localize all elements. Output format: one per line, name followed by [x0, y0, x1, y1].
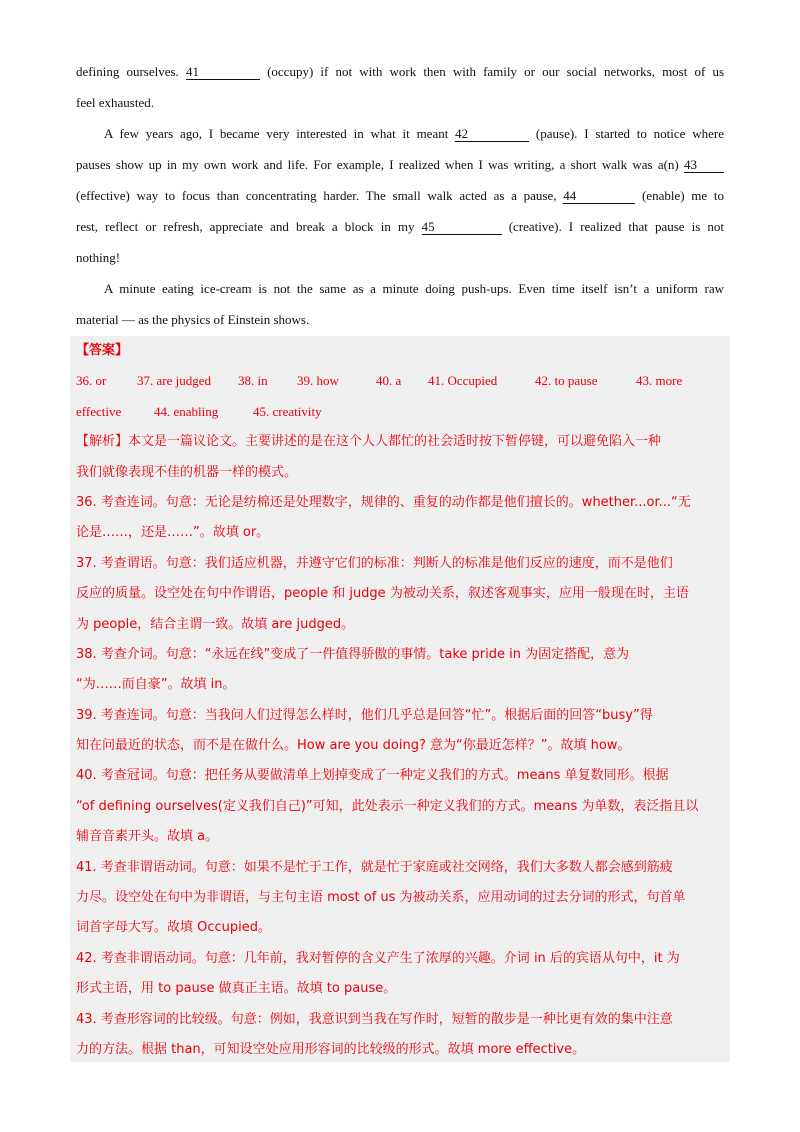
answer-item: 42. to pause: [535, 373, 598, 389]
answer-item: 41. Occupied: [428, 373, 498, 389]
analysis-line: 知在问最近的状态，而不是在做什么。How are you doing? 意为“你最近怎样？”。故填 how。: [76, 738, 631, 754]
answer-item: 43. more: [636, 373, 683, 389]
answer-item: 36. or: [76, 373, 107, 389]
analysis-line: “of defining ourselves(定义我们自己)”可知，此处表示一种定义我们的方式。means 为单数，表泛指且以: [76, 798, 699, 814]
analysis-line: 39. 考查连词。句意：当我问人们过得怎么样时，他们几乎总是回答“忙”。根据后面的回答“busy”得: [76, 707, 653, 723]
analysis-line: 力的方法。根据 than，可知设空处应用形容词的比较级的形式。故填 more effective。: [76, 1041, 586, 1057]
analysis-line: 词首字母大写。故填 Occupied。: [76, 920, 272, 936]
answer-section: [70, 336, 730, 1062]
answer-row: [70, 397, 730, 427]
answer-row: [70, 366, 730, 396]
answer-item: 40. a: [376, 373, 402, 389]
passage-line: feel exhausted.: [76, 95, 154, 110]
passage-line: material — as the physics of Einstein shows.: [76, 312, 310, 327]
passage-line: A minute eating ice-cream is not the same as a minute doing push-ups. Even time itself isn’t a uniform raw: [104, 281, 724, 296]
passage-line: defining ourselves. 41 (occupy) if not with work then with family or our social networks, most of us: [76, 64, 724, 79]
analysis-line: 42. 考查非谓语动词。句意：几年前，我对暂停的含义产生了浓厚的兴趣。介词 in 后的宾语从句中，it 为: [76, 950, 680, 966]
blank-43: 43: [684, 158, 724, 173]
blank-45: 45: [422, 220, 502, 235]
analysis-line: 【解析】本文是一篇议论文。主要讲述的是在这个人人都忙的社会适时按下暂停键，可以避免陷入一种: [76, 434, 662, 450]
analysis-line: 37. 考查谓语。句意：我们适应机器，并遵守它们的标准：判断人的标准是他们反应的速度，而不是他们: [76, 555, 673, 571]
blank-42: 42: [455, 127, 529, 142]
analysis-line: 力尽。设空处在句中为非谓语，与主句主语 most of us 为被动关系，应用动词的过去分词的形式，句首单: [76, 890, 686, 906]
analysis-line: 论是……，还是……”。故填 or。: [76, 525, 270, 541]
analysis-line: 36. 考查连词。句意：无论是纺棉还是处理数字，规律的、重复的动作都是他们擅长的。whether...or...“无: [76, 494, 691, 510]
answer-item: 37. are judged: [137, 373, 212, 389]
blank-41: 41: [186, 65, 260, 80]
answer-item: 38. in: [238, 373, 268, 389]
answer-item: effective: [76, 403, 122, 419]
analysis-line: 40. 考查冠词。句意：把任务从要做清单上划掉变成了一种定义我们的方式。means 单复数同形。根据: [76, 768, 669, 784]
analysis-line: 反应的质量。设空处在句中作谓语，people 和 judge 为被动关系，叙述客观事实，应用一般现在时，主语: [76, 586, 689, 602]
passage-line: (effective) way to focus than concentrating harder. The small walk acted as a pause, 44 (enable) me to: [76, 188, 725, 203]
analysis-line: 辅音音素开头。故填 a。: [76, 829, 219, 845]
analysis-line: 41. 考查非谓语动词。句意：如果不是忙于工作，就是忙于家庭或社交网络，我们大多数人都会感到筋疲: [76, 859, 673, 875]
analysis-line: 形式主语，用 to pause 做真正主语。故填 to pause。: [76, 981, 397, 997]
analysis-line: “为……而自豪”。故填 in。: [76, 677, 236, 693]
passage-line: A few years ago, I became very interested in what it meant 42 (pause). I started to notice where: [104, 126, 724, 141]
passage-line: pauses show up in my own work and life. For example, I realized when I was writing, a short walk was a(n) 43: [76, 149, 724, 180]
answer-item: 39. how: [297, 373, 339, 389]
analysis-line: 38. 考查介词。句意：“永远在线”变成了一件值得骄傲的事情。take pride in 为固定搭配，意为: [76, 646, 630, 662]
passage-text: [76, 56, 724, 335]
blank-44: 44: [563, 189, 635, 204]
answer-item: 45. creativity: [253, 403, 322, 419]
passage-line: nothing!: [76, 250, 121, 265]
analysis-line: 我们就像表现不佳的机器一样的模式。: [76, 464, 298, 480]
passage-line: rest, reflect or refresh, appreciate and break a block in my 45 (creative). I realized that pause is not: [76, 219, 725, 234]
analysis-line: 为 people，结合主谓一致。故填 are judged。: [76, 616, 355, 632]
answer-item: 44. enabling: [154, 403, 219, 419]
answer-heading: 【答案】: [76, 343, 129, 358]
analysis-line: 43. 考查形容词的比较级。句意：例如，我意识到当我在写作时，短暂的散步是一种比更有效的集中注意: [76, 1011, 673, 1027]
